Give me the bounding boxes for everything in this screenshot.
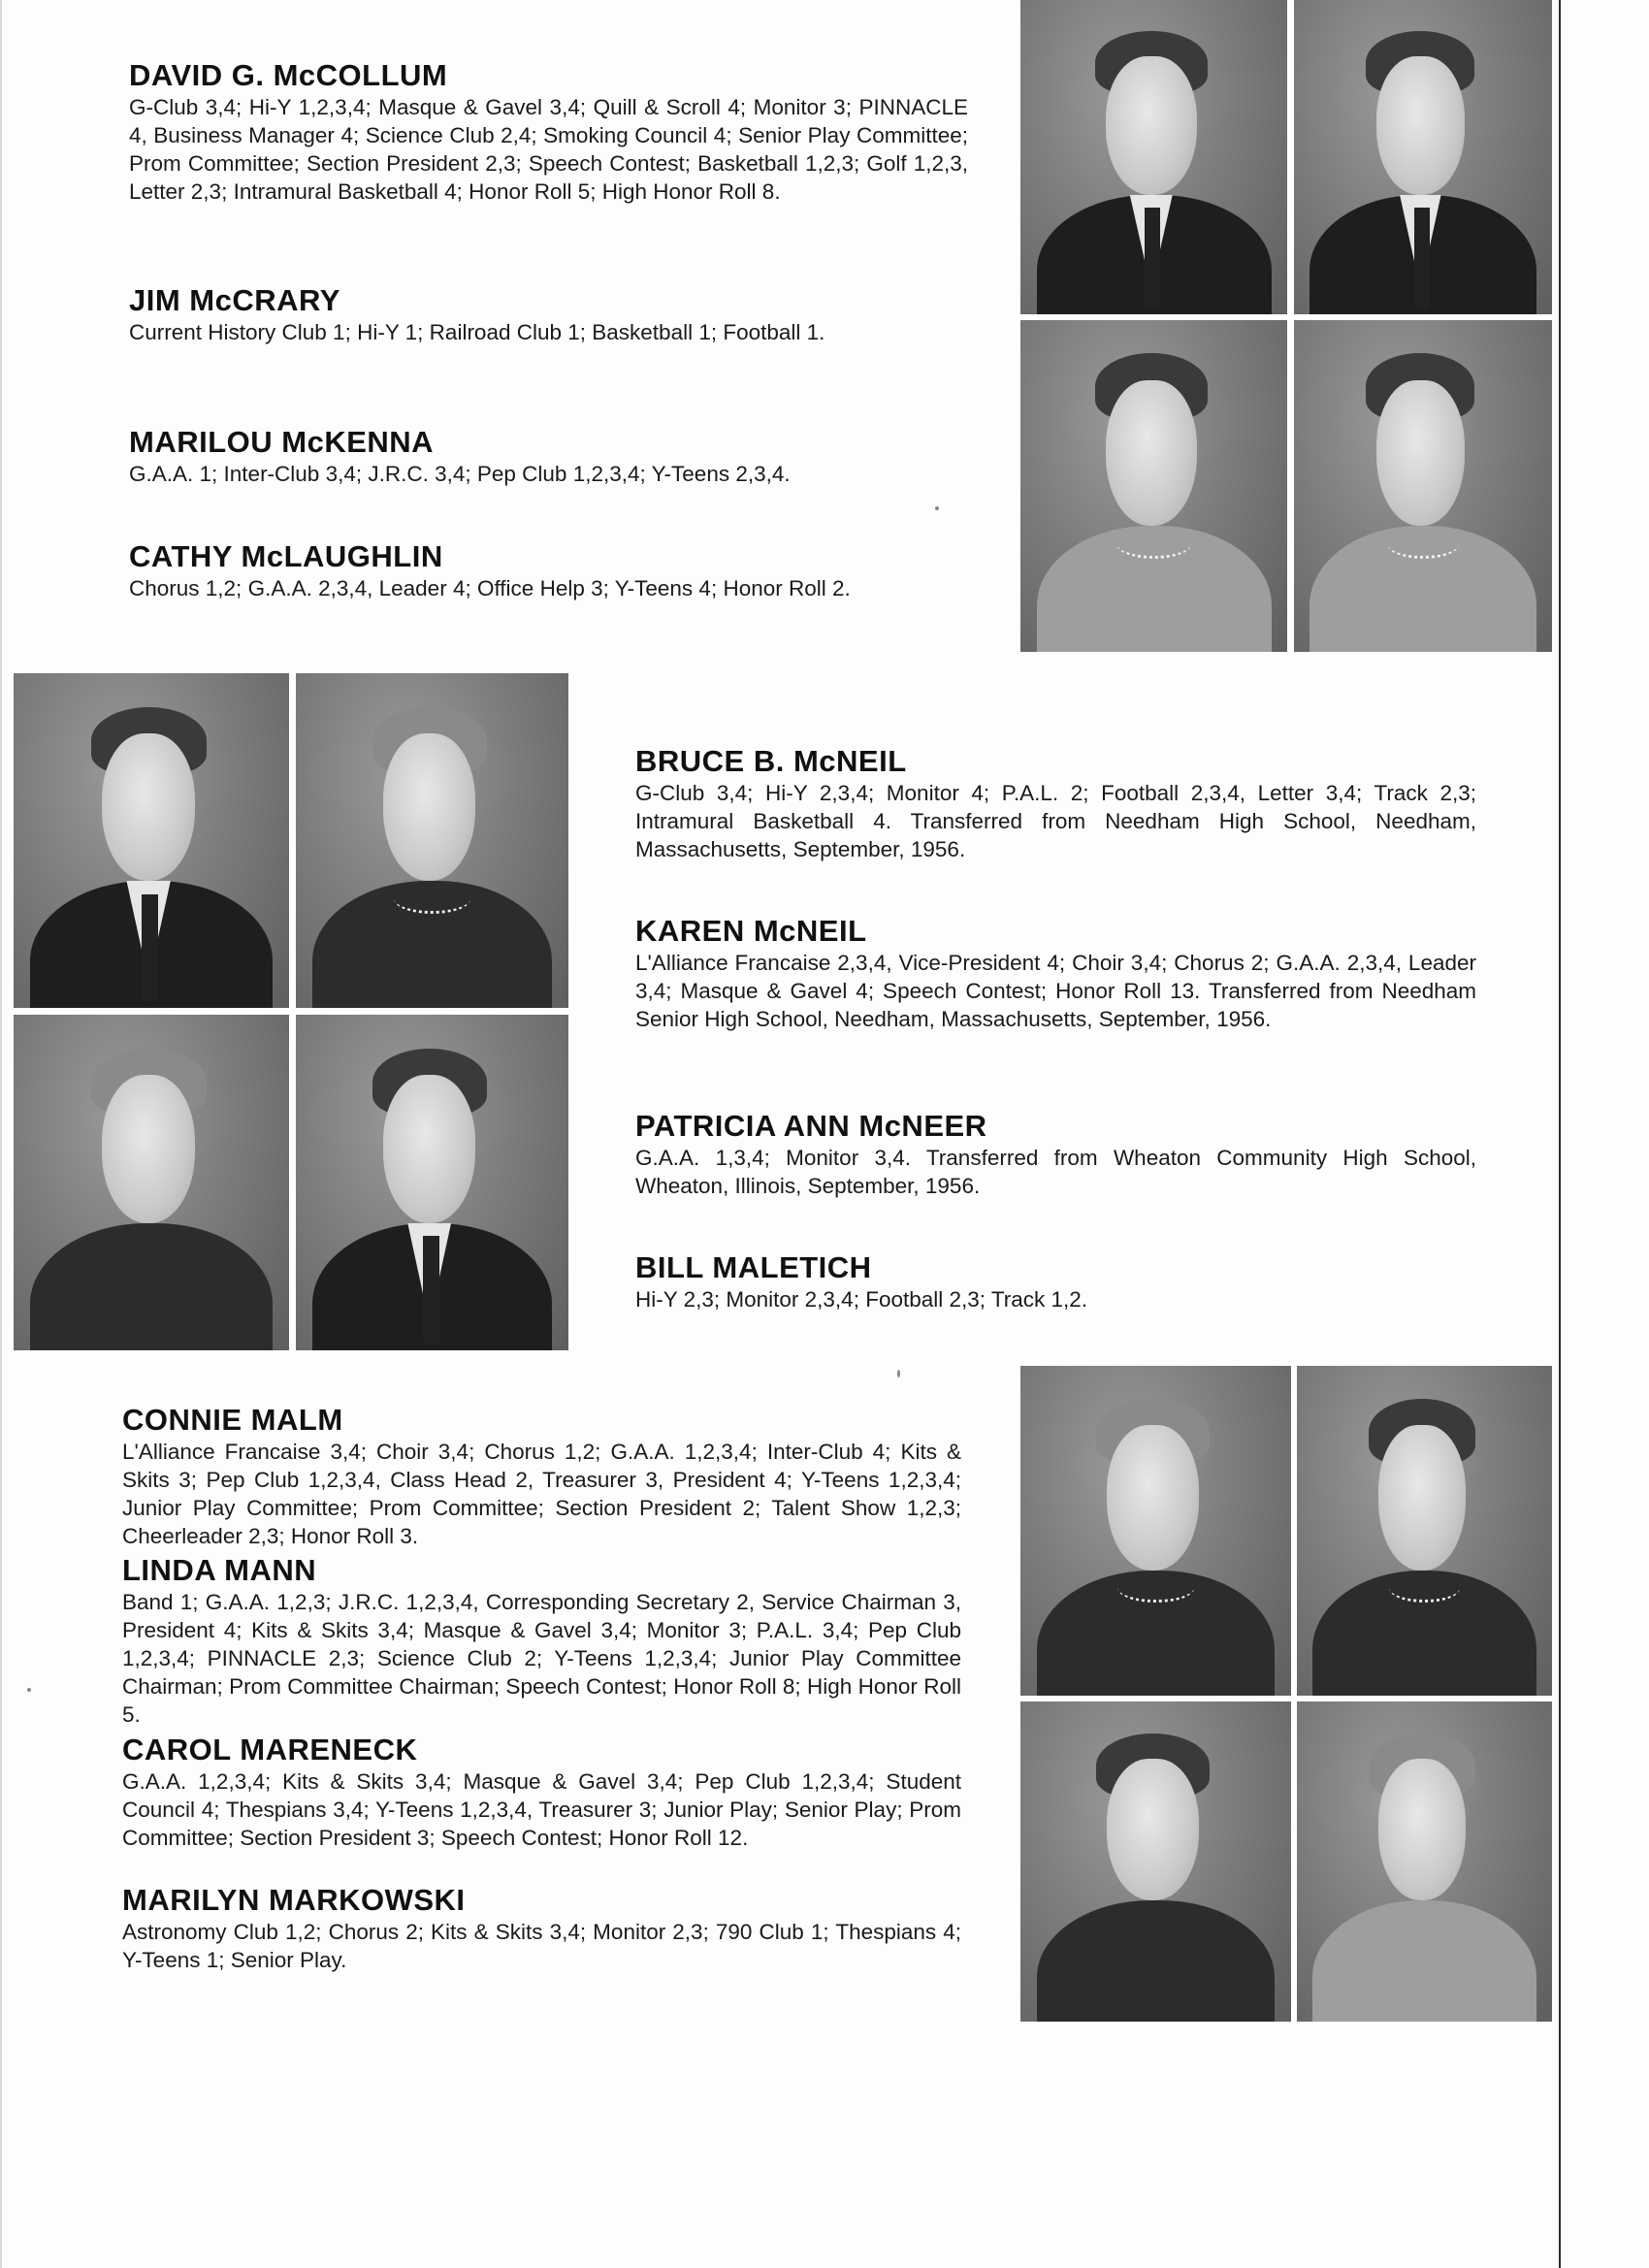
portrait-photo-mccollum — [1020, 0, 1287, 314]
portrait-photo-mckenna — [1020, 320, 1287, 652]
student-entry-markowski — [122, 1883, 961, 1974]
student-name: BRUCE B. McNEIL — [635, 744, 907, 778]
student-activities: G.A.A. 1,2,3,4; Kits & Skits 3,4; Masque & Gavel 3,4; Pep Club 1,2,3,4; Student Council 4; Thespians 3,4; Y-Teens 1,2,3,4, Treasurer 3; Junior Play; Senior Play; Prom Committee; Section President 3; Speech Contest; Honor Roll 12. — [122, 1769, 961, 1850]
portrait-photo-malm — [1020, 1366, 1291, 1696]
student-activities: Hi-Y 2,3; Monitor 2,3,4; Football 2,3; Track 1,2. — [635, 1287, 1088, 1312]
student-name: CATHY McLAUGHLIN — [129, 539, 443, 573]
student-name: LINDA MANN — [122, 1553, 317, 1587]
student-name: CAROL MARENECK — [122, 1733, 418, 1766]
student-entry-mann — [122, 1553, 961, 1729]
portrait-photo-mclaughlin — [1294, 320, 1552, 652]
portrait-photo-maletich — [296, 1015, 568, 1350]
student-name: CONNIE MALM — [122, 1403, 343, 1437]
student-name: MARILYN MARKOWSKI — [122, 1883, 466, 1917]
student-entry-mclaughlin — [129, 539, 968, 602]
scan-speck — [897, 1370, 900, 1377]
student-activities: Band 1; G.A.A. 1,2,3; J.R.C. 1,2,3,4, Corresponding Secretary 2, Service Chairman 3, President 4; Kits & Skits 3,4; Masque & Gavel 3,4; Monitor 3; P.A.L. 3,4; Pep Club 1,2,3,4; PINNACLE 2,3; Science Club 2; Y-Teens 1,2,3,4; Junior Play Committee Chairman; Prom Committee Chairman; Speech Contest; Honor Roll 8; High Honor Roll 5. — [122, 1590, 961, 1727]
student-entry-mckenna — [129, 425, 968, 488]
student-activities: Astronomy Club 1,2; Chorus 2; Kits & Skits 3,4; Monitor 2,3; 790 Club 1; Thespians 4; Y-Teens 1; Senior Play. — [122, 1920, 961, 1972]
student-name: MARILOU McKENNA — [129, 425, 435, 459]
student-entry-malm — [122, 1403, 961, 1550]
page-right-edge — [1559, 0, 1561, 2268]
photo-grid-middle — [14, 673, 568, 1350]
photo-grid-bottom — [1020, 1366, 1552, 2022]
student-entry-karen-mcneil — [635, 914, 1476, 1033]
student-activities: Current History Club 1; Hi-Y 1; Railroad Club 1; Basketball 1; Football 1. — [129, 320, 825, 344]
portrait-photo-karen-mcneil — [296, 673, 568, 1008]
photo-grid-top — [1020, 0, 1552, 652]
portrait-photo-mann — [1297, 1366, 1552, 1696]
student-name: DAVID G. McCOLLUM — [129, 58, 448, 92]
portrait-photo-markowski — [1297, 1701, 1552, 2022]
student-entry-bruce-mcneil — [635, 744, 1476, 863]
student-activities: G.A.A. 1; Inter-Club 3,4; J.R.C. 3,4; Pep Club 1,2,3,4; Y-Teens 2,3,4. — [129, 462, 791, 486]
scan-speck — [27, 1688, 31, 1692]
student-activities: L'Alliance Francaise 2,3,4, Vice-President 4; Choir 3,4; Chorus 2; G.A.A. 2,3,4, Leader 3,4; Masque & Gavel 4; Speech Contest; Honor Roll 13. Transferred from Needham Senior High School, Needham, Massachusetts, September, 1956. — [635, 951, 1476, 1031]
portrait-photo-bruce-mcneil — [14, 673, 289, 1008]
student-activities: Chorus 1,2; G.A.A. 2,3,4, Leader 4; Office Help 3; Y-Teens 4; Honor Roll 2. — [129, 576, 851, 600]
student-entry-mcneer — [635, 1109, 1476, 1200]
student-entry-mccrary — [129, 283, 968, 346]
student-entry-mccollum — [129, 58, 968, 206]
student-name: KAREN McNEIL — [635, 914, 867, 948]
page-left-edge — [0, 0, 2, 2268]
student-name: JIM McCRARY — [129, 283, 340, 317]
scan-speck — [935, 506, 939, 510]
portrait-photo-mcneer — [14, 1015, 289, 1350]
portrait-photo-mareneck — [1020, 1701, 1291, 2022]
student-activities: G-Club 3,4; Hi-Y 1,2,3,4; Masque & Gavel 3,4; Quill & Scroll 4; Monitor 3; PINNACLE 4, Business Manager 4; Science Club 2,4; Smoking Council 4; Senior Play Committee; Prom Committee; Section President 2,3; Speech Contest; Basketball 1,2,3; Golf 1,2,3, Letter 2,3; Intramural Basketball 4; Honor Roll 5; High Honor Roll 8. — [129, 95, 968, 204]
student-activities: G-Club 3,4; Hi-Y 2,3,4; Monitor 4; P.A.L. 2; Football 2,3,4, Letter 3,4; Track 2,3; Intramural Basketball 4. Transferred from Needham High School, Needham, Massachusetts, September, 1956. — [635, 781, 1476, 861]
student-activities: G.A.A. 1,3,4; Monitor 3,4. Transferred from Wheaton Community High School, Wheaton, Illinois, September, 1956. — [635, 1146, 1476, 1198]
student-entry-maletich — [635, 1250, 1476, 1313]
student-entry-mareneck — [122, 1733, 961, 1852]
student-name: PATRICIA ANN McNEER — [635, 1109, 987, 1143]
portrait-photo-mccrary — [1294, 0, 1552, 314]
student-activities: L'Alliance Francaise 3,4; Choir 3,4; Chorus 1,2; G.A.A. 1,2,3,4; Inter-Club 4; Kits & Skits 3; Pep Club 1,2,3,4, Class Head 2, Treasurer 3, President 4; Y-Teens 1,2,3,4; Junior Play Committee; Prom Committee; Section President 2; Talent Show 1,2,3; Cheerleader 2,3; Honor Roll 3. — [122, 1440, 961, 1548]
student-name: BILL MALETICH — [635, 1250, 872, 1284]
